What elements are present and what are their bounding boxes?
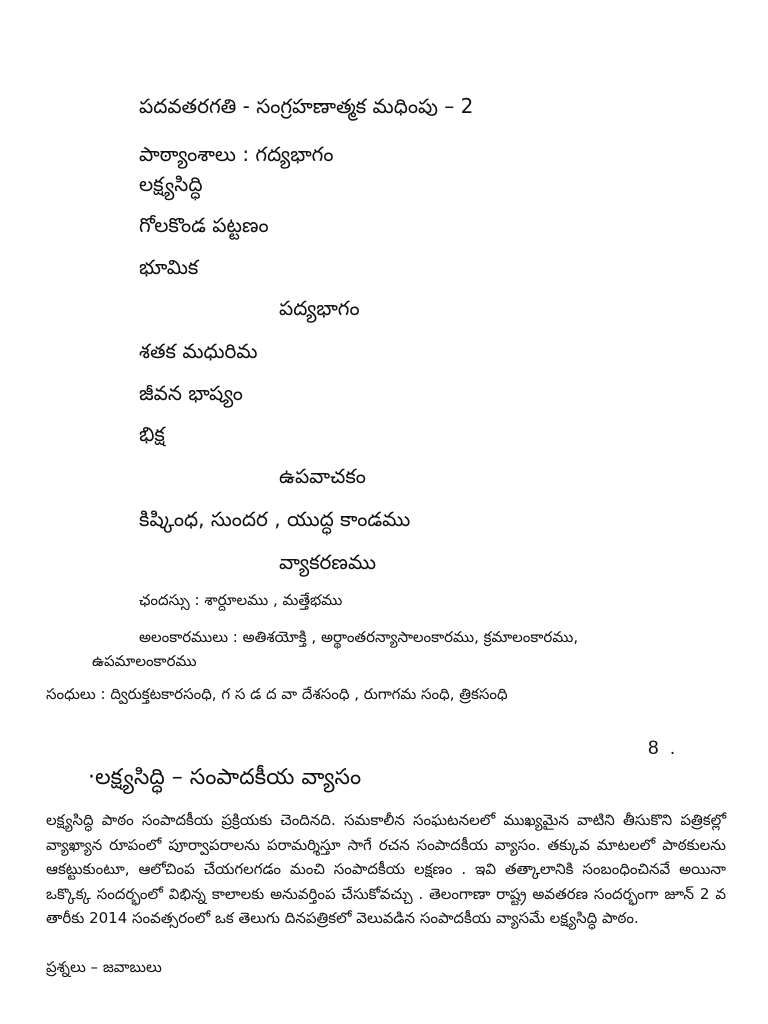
supplementary-lesson: కిష్కింధ, సుందర , యుద్ధ కాండము bbox=[139, 507, 411, 531]
qa-heading: ప్రశ్నలు – జవాబులు bbox=[46, 958, 162, 976]
grammar-heading: వ్యాకరణము bbox=[279, 550, 377, 574]
figures-of-speech-line-cont: ఉపమాలంకారము bbox=[92, 652, 197, 670]
prose-heading: పాఠ్యాంశాలు : గద్యభాగం bbox=[139, 142, 334, 166]
poetry-lesson: శతక మధురిమ bbox=[139, 339, 258, 363]
supplementary-heading: ఉపవాచకం bbox=[279, 464, 366, 488]
page-heading: పదవతరగతి - సంగ్రహణాత్మక మధింపు – 2 bbox=[139, 94, 474, 118]
prose-lesson: భూమిక bbox=[139, 255, 199, 279]
poetry-lesson: భిక్ష bbox=[139, 422, 165, 446]
lesson-paragraph: లక్ష్యసిద్ధి పాఠం సంపాదకీయ ప్రక్రియకు చెందినది. సమకాలీన సంఘటనలలో ముఖ్యమైన వాటిని తీసుకొని పత్రికల్లో వ్యాఖ్యాన రూపంలో పూర్వాపరాలను పరామర్శిస్తూ సాగే రచన సంపాదకీయ వ్యాసం. తక్కువ మాటలలో పాఠకులను ఆకట్టుకుంటూ, ఆలోచింప చేయగలగడం మంచి సంపాదకీయ లక్షణం . ఇవి తత్కాలానికి సంబంధించినవే అయినా ఒక్కొక్క సందర్భంలో విభిన్న కాలాలకు అనువర్తింప చేసుకోవచ్చు . తెలంగాణా రాష్ట్ర అవతరణ సందర్భంగా జూన్ 2 వ తారీకు 2014 సంవత్సరంలో ఒక తెలుగు దినపత్రికలో వెలువడిన సంపాదకీయ వ్యాసమే లక్ష్యసిద్ధి పాఠం. bbox=[46, 811, 726, 927]
figures-of-speech-line: అలంకారములు : అతిశయోక్తి , అర్థాంతరన్యాసాలంకారము, క్రమాలంకారము, bbox=[139, 628, 579, 646]
poetry-lesson: జీవన భాష్యం bbox=[139, 381, 243, 405]
prosody-line: ఛందస్సు : శార్దూలము , మత్తేభము bbox=[139, 591, 343, 609]
page-number: 8 . bbox=[648, 738, 679, 759]
sandhi-line: సంధులు : ద్విరుక్తటకారసంధి, గ స డ ద వా దేశసంధి , రుగాగమ సంధి, త్రికసంధి bbox=[46, 685, 508, 703]
prose-lesson: లక్ష్యసిద్ధి bbox=[139, 172, 203, 196]
poetry-heading: పద్యభాగం bbox=[279, 296, 360, 320]
lesson-title: ·లక్ష్యసిద్ధి – సంపాదకీయ వ్యాసం bbox=[88, 765, 362, 790]
prose-lesson: గోలకొండ పట్టణం bbox=[139, 213, 269, 237]
